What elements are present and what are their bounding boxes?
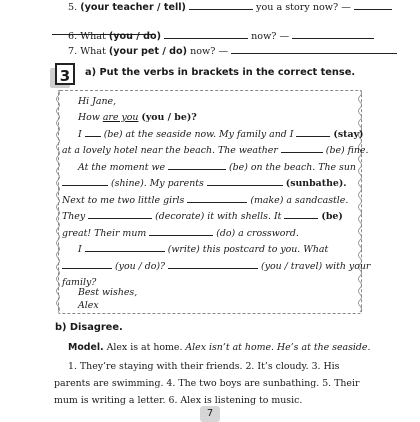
answer-blank[interactable]	[164, 29, 248, 39]
letter-signature: Alex	[78, 300, 99, 311]
part-b-title: b) Disagree.	[55, 322, 123, 333]
letter-line-8: great! Their mum (do) a crossword.	[62, 228, 299, 239]
answer-blank[interactable]	[168, 259, 258, 269]
answer-blank[interactable]	[281, 143, 323, 153]
exercise-number: 3	[55, 63, 75, 85]
page-number: 7	[200, 406, 220, 422]
letter-line-11: family?	[62, 277, 97, 288]
letter-line-6: Next to me two little girls (make) a sandcastle.	[62, 195, 349, 206]
letter-line-1: How are you (you / be)?	[78, 112, 197, 123]
part-b-sentences	[54, 358, 360, 409]
letter-line-7: They (decorate) it with shells. It (be)	[62, 211, 343, 222]
answer-blank[interactable]	[85, 242, 165, 252]
answer-blank[interactable]	[296, 127, 330, 137]
answer-blank[interactable]	[88, 209, 152, 219]
answer-blank[interactable]	[149, 226, 213, 236]
part-b-line-2: parents are swimming. 4. The two boys are sunbathing. 5. Their	[54, 378, 360, 389]
item-5: 5. (your teacher / tell) you a story now? —	[68, 0, 392, 14]
answer-blank[interactable]	[168, 160, 226, 170]
answer-blank[interactable]	[62, 176, 108, 186]
answer-blank[interactable]	[231, 44, 397, 54]
letter-line-5: (shine). My parents (sunbathe).	[62, 176, 347, 193]
example-answer: are you	[102, 112, 139, 123]
part-b-line-3: mum is writing a letter. 6. Alex is listening to music.	[54, 395, 303, 406]
answer-blank[interactable]	[62, 259, 112, 269]
letter-line-10: (you / do)? (you / travel) with your	[62, 259, 370, 276]
answer-blank[interactable]	[207, 176, 283, 186]
letter-line-2: I (be) at the seaside now. My family and I (stay)	[78, 129, 364, 140]
letter-greeting: Hi Jane,	[78, 96, 117, 107]
part-a-title: a) Put the verbs in brackets in the correct tense.	[85, 67, 356, 78]
item-7: 7. What (your pet / do) now? —	[68, 44, 397, 58]
answer-blank[interactable]	[284, 209, 318, 219]
answer-blank[interactable]	[85, 127, 101, 137]
answer-blank[interactable]	[187, 193, 247, 203]
answer-blank[interactable]	[189, 0, 253, 10]
letter-line-4: At the moment we (be) on the beach. The sun	[78, 162, 356, 173]
answer-blank[interactable]	[354, 0, 392, 10]
part-b-line-1: 1. They’re staying with their friends. 2. It’s cloudy. 3. His	[68, 361, 340, 372]
item-6: 6. What (you / do) now? —	[68, 29, 374, 43]
model-example: Model. Alex is at home. Alex isn’t at home. He’s at the seaside.	[68, 342, 371, 353]
answer-blank[interactable]	[292, 29, 374, 39]
letter-line-9: I (write) this postcard to you. What	[78, 244, 329, 255]
letter-line-3: at a lovely hotel near the beach. The weather (be) fine.	[62, 145, 369, 156]
letter-closing: Best wishes,	[78, 287, 138, 298]
